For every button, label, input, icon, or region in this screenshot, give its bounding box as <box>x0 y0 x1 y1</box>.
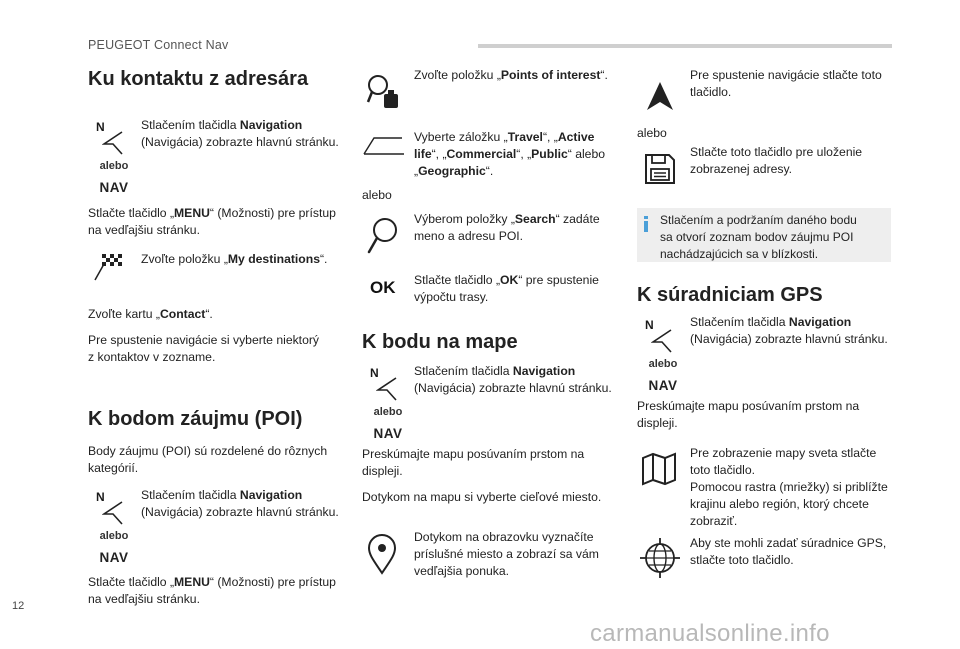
category-tab-icon <box>362 134 406 158</box>
text-explore-map-1: Preskúmajte mapu posúvaním prstom na displeji. <box>362 447 585 478</box>
navigation-arrow-icon <box>102 500 124 526</box>
navigation-arrow-icon <box>102 130 124 156</box>
text-explore-map-2: Preskúmajte mapu posúvaním prstom na displeji. <box>637 399 860 430</box>
heading-poi: K bodom záujmu (POI) <box>88 408 303 430</box>
text-alebo-2: alebo <box>637 126 667 140</box>
text-poi-categories: Body záujmu (POI) sú rozdelené do rôznych kategórií. <box>88 444 328 475</box>
heading-gps: K súradniciam GPS <box>637 284 823 306</box>
location-pin-icon <box>366 533 398 575</box>
nav-button-icon: N alebo NAV <box>96 490 129 565</box>
world-map-icon <box>641 452 677 486</box>
heading-map-point: K bodu na mape <box>362 331 518 353</box>
info-icon <box>644 216 648 232</box>
navigation-arrow-icon <box>651 328 673 354</box>
text-nav-3: Stlačením tlačidla Navigation (Navigácia) zobrazte hlavnú stránku. <box>414 364 612 395</box>
ok-icon: OK <box>370 278 396 297</box>
text-points-of-interest: Zvoľte položku „Points of interest“. <box>414 68 608 82</box>
text-save-address: Stlačte toto tlačidlo pre uloženie zobrazenej adresy. <box>690 145 863 176</box>
poi-search-icon <box>364 72 404 112</box>
gps-globe-icon <box>640 538 680 578</box>
text-select-destination: Dotykom na mapu si vyberte cieľové miesto. <box>362 490 602 504</box>
text-info-note: Stlačením a podržaním daného bodu sa otvorí zoznam bodov záujmu POI nachádzajúcich sa v blízkosti. <box>660 213 857 261</box>
text-contact-list: Pre spustenie navigácie si vyberte niektorý z kontaktov v zozname. <box>88 333 320 364</box>
text-gps-coordinates: Aby ste mohli zadať súradnice GPS, stlačte toto tlačidlo. <box>690 536 887 567</box>
watermark-text: carmanualsonline.info <box>590 620 830 647</box>
header-divider-bar <box>478 44 892 48</box>
text-search: Výberom položky „Search“ zadáte meno a adresu POI. <box>414 212 600 243</box>
text-category-tabs: Vyberte záložku „Travel“, „Active life“, „Commercial“, „Public“ alebo „Geographic“. <box>414 130 606 178</box>
text-contact-tab: Zvoľte kartu „Contact“. <box>88 307 213 321</box>
page-number: 12 <box>12 600 25 612</box>
save-icon <box>643 152 677 186</box>
checkered-flag-icon <box>92 252 122 282</box>
text-start-nav: Pre spustenie navigácie stlačte toto tlačidlo. <box>690 68 882 99</box>
navigation-arrow-icon <box>376 376 398 402</box>
heading-contact: Ku kontaktu z adresára <box>88 68 309 90</box>
nav-button-icon: N alebo NAV <box>370 366 403 441</box>
text-nav-1: Stlačením tlačidla Navigation (Navigácia) zobrazte hlavnú stránku. <box>141 118 339 149</box>
text-menu-1: Stlačte tlačidlo „MENU“ (Možnosti) pre prístup na vedľajšiu stránku. <box>88 206 336 237</box>
running-title: PEUGEOT Connect Nav <box>88 38 229 52</box>
text-ok: Stlačte tlačidlo „OK“ pre spustenie výpočtu trasy. <box>414 273 599 304</box>
text-menu-2: Stlačte tlačidlo „MENU“ (Možnosti) pre prístup na vedľajšiu stránku. <box>88 575 336 606</box>
text-mark-location: Dotykom na obrazovku vyznačíte príslušné miesto a zobrazí sa vám vedľajšia ponuka. <box>414 530 599 578</box>
search-icon <box>366 216 400 256</box>
nav-button-icon: N alebo NAV <box>96 120 129 195</box>
text-my-destinations: Zvoľte položku „My destinations“. <box>141 252 328 266</box>
text-nav-4: Stlačením tlačidla Navigation (Navigácia) zobrazte hlavnú stránku. <box>690 315 888 346</box>
text-nav-2: Stlačením tlačidla Navigation (Navigácia) zobrazte hlavnú stránku. <box>141 488 339 519</box>
text-alebo: alebo <box>362 188 392 202</box>
nav-button-icon: N alebo NAV <box>645 318 678 393</box>
navigation-start-arrow-icon <box>644 80 676 112</box>
text-world-map: Pre zobrazenie mapy sveta stlačte toto tlačidlo. Pomocou rastra (mriežky) si priblížte krajinu alebo región, ktorý chcete zobraziť. <box>690 446 888 528</box>
